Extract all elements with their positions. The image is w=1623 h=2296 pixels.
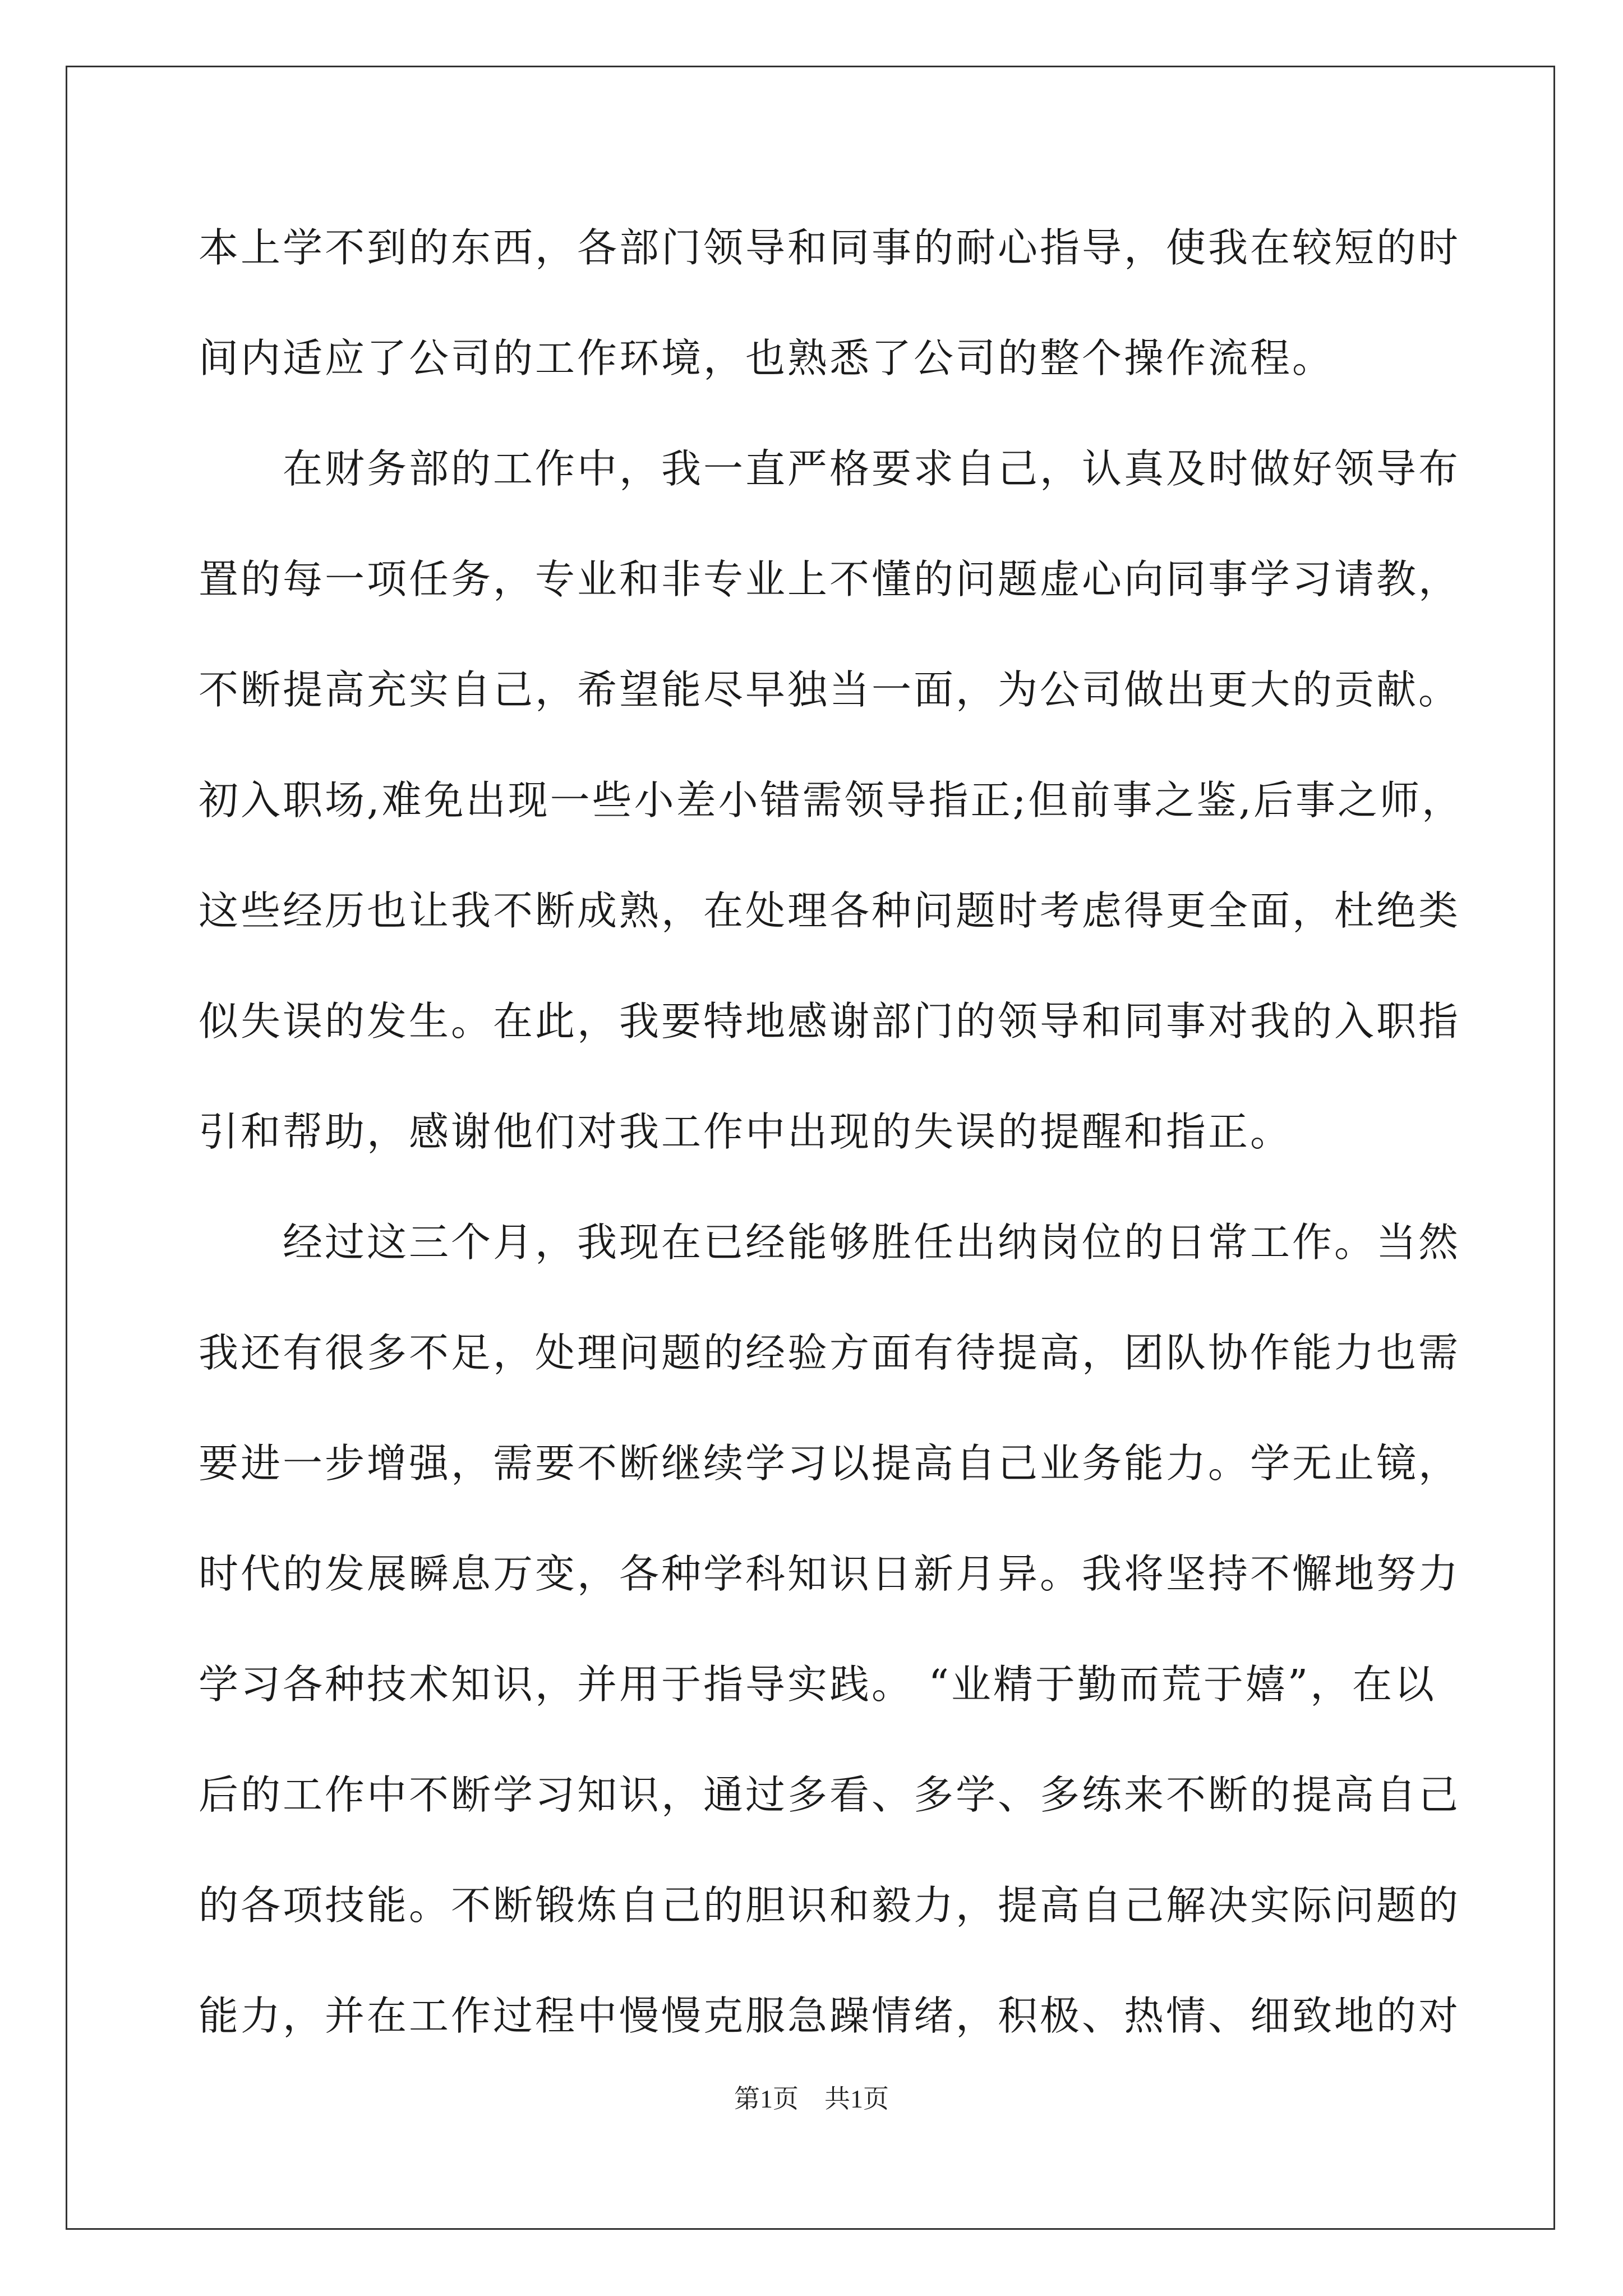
text-line: 时代的发展瞬息万变，各种学科知识日新月异。我将坚持不懈地努力: [199, 1550, 1461, 1597]
text-line: 间内适应了公司的工作环境，也熟悉了公司的整个操作流程。: [199, 335, 1335, 381]
text-line: 后的工作中不断学习知识，通过多看、多学、多练来不断的提高自己: [199, 1772, 1461, 1818]
text-line: 引和帮助，感谢他们对我工作中出现的失误的提醒和指正。: [199, 1108, 1293, 1155]
page-number-footer: 第1页 共1页: [734, 2085, 889, 2113]
text-line: 我还有很多不足，处理问题的经验方面有待提高，团队协作能力也需: [199, 1329, 1461, 1376]
text-line: 本上学不到的东西，各部门领导和同事的耐心指导，使我在较短的时: [199, 224, 1461, 271]
paragraph-start-line: 经过这三个月，我现在已经能够胜任出纳岗位的日常工作。当然: [283, 1219, 1461, 1266]
text-line: 的各项技能。不断锻炼自己的胆识和毅力，提高自己解决实际问题的: [199, 1882, 1461, 1929]
text-line: 初入职场,难免出现一些小差小错需领导指正;但前事之鉴,后事之师，: [199, 777, 1464, 823]
text-line: 这些经历也让我不断成熟，在处理各种问题时考虑得更全面，杜绝类: [199, 887, 1461, 934]
text-line: 置的每一项任务，专业和非专业上不懂的问题虚心向同事学习请教，: [199, 556, 1461, 602]
text-line: 不断提高充实自己，希望能尽早独当一面，为公司做出更大的贡献。: [199, 666, 1461, 713]
text-line: 能力，并在工作过程中慢慢克服急躁情绪，积极、热情、细致地的对: [199, 1993, 1461, 2039]
document-body: [199, 220, 1464, 2099]
paragraph-start-line: 在财务部的工作中，我一直严格要求自己，认真及时做好领导布: [283, 445, 1461, 492]
text-line: 似失误的发生。在此，我要特地感谢部门的领导和同事对我的入职指: [199, 998, 1461, 1045]
text-line: 要进一步增强，需要不断继续学习以提高自己业务能力。学无止镜，: [199, 1440, 1461, 1487]
text-line: 学习各种技术知识，并用于指导实践。 “业精于勤而荒于嬉”，在以: [199, 1661, 1437, 1708]
